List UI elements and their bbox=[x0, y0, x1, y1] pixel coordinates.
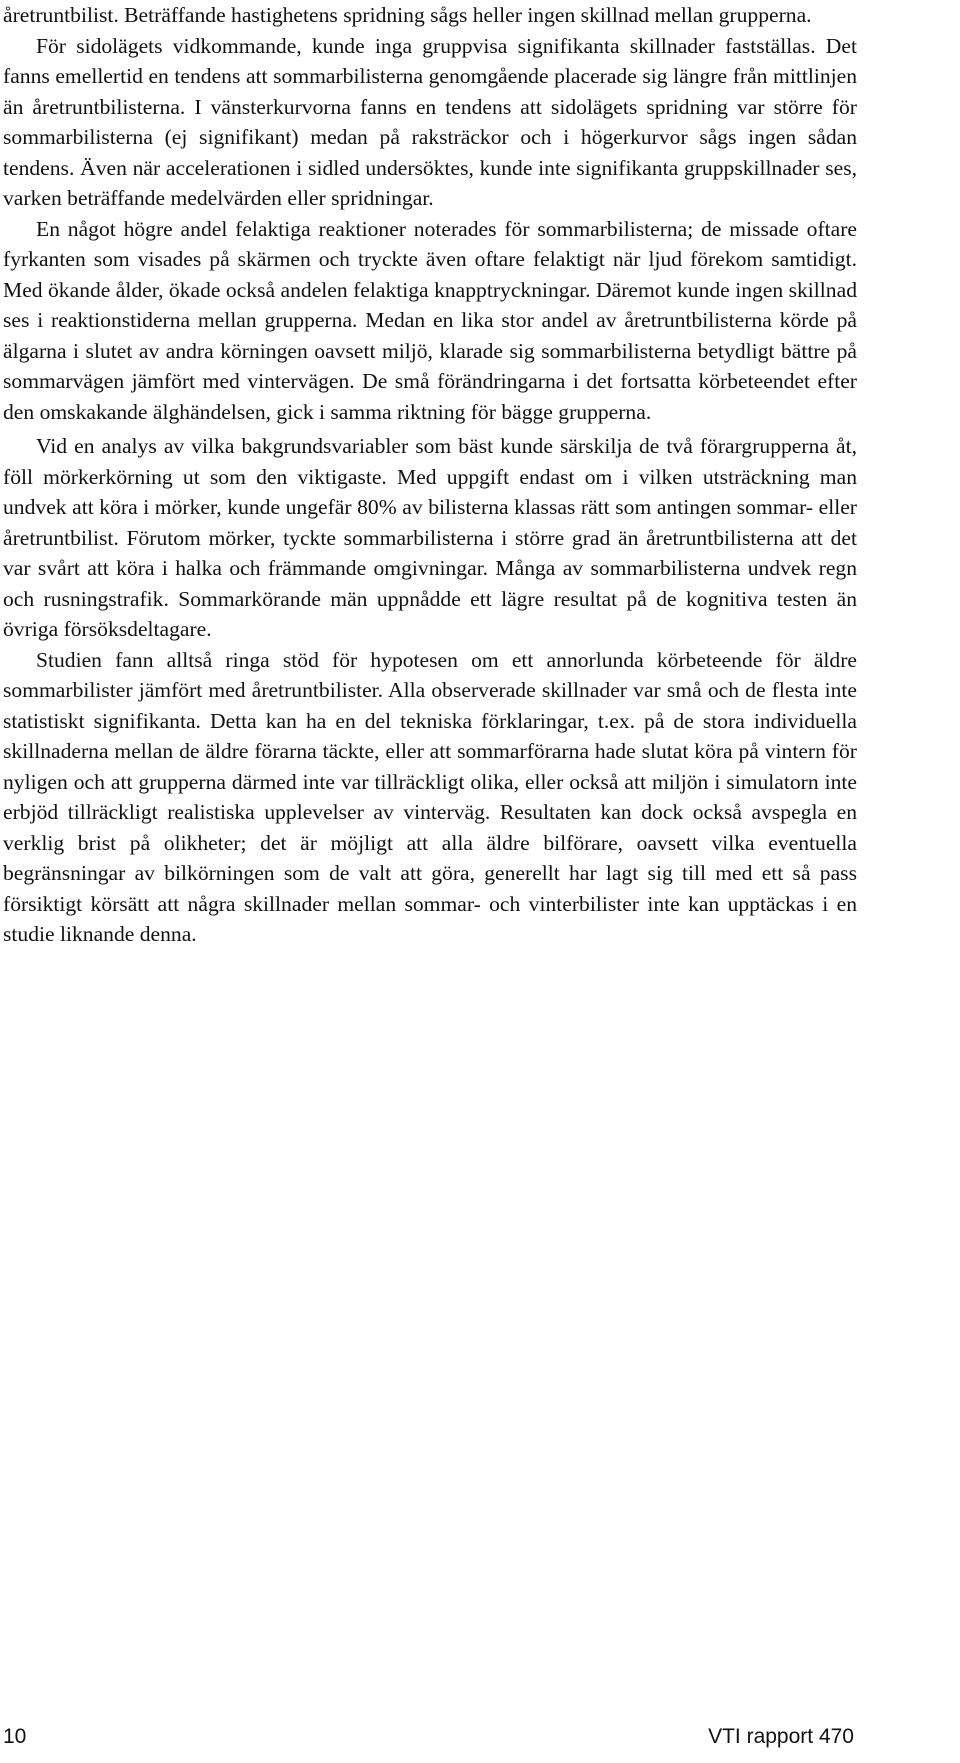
body-text bbox=[3, 0, 857, 950]
paragraph-5: Studien fann alltså ringa stöd för hypotesen om ett annorlunda körbeteende för äldre sommarbilister jämfört med åretruntbilister. Alla observerade skillnader var små och de flesta inte statistiskt signifikanta. Detta kan ha en del tekniska förklaringar, t.ex. på de stora individuella skillnaderna mellan de äldre förarna täckte, eller att sommarförarna hade slutat köra på vintern för nyligen och att grupperna därmed inte var tillräckligt olika, eller också att miljön i simulatorn inte erbjöd tillräckligt realistiska upplevelser av vinterväg. Resultaten kan dock också avspegla en verklig brist på olikheter; det är möjligt att alla äldre bilförare, oavsett vilka eventuella begränsningar av bilkörningen som de valt att göra, generellt har lagt sig till med ett så pass försiktigt körsätt att några skillnader mellan sommar- och vinterbilister inte kan upptäckas i en studie liknande denna. bbox=[3, 647, 857, 946]
report-identifier: VTI rapport 470 bbox=[708, 1725, 854, 1748]
page-footer bbox=[0, 1713, 960, 1753]
paragraph-2: För sidolägets vidkommande, kunde inga gruppvisa signifikanta skillnader fastställas. Det fanns emellertid en tendens att sommarbilisterna genomgående placerade sig längre från mittlinjen än åretruntbilisterna. I vänsterkurvorna fanns en tendens att sidolägets spridning var större för sommarbilisterna (ej signifikant) medan på raksträckor och i högerkurvor sågs ingen sådan tendens. Även när accelerationen i sidled undersöktes, kunde inte signifikanta gruppskillnader ses, varken beträffande medelvärden eller spridningar. bbox=[3, 33, 857, 210]
paragraph-1: åretruntbilist. Beträffande hastighetens spridning sågs heller ingen skillnad mellan grupperna. bbox=[3, 3, 812, 27]
page-number: 10 bbox=[3, 1725, 27, 1748]
paragraph-4: Vid en analys av vilka bakgrundsvariabler som bäst kunde särskilja de två förargrupperna åt, föll mörkerkörning ut som den viktigaste. Med uppgift endast om i vilken utsträckning man undvek att köra i mörker, kunde ungefär 80% av bilisterna klassas rätt som antingen sommar- eller åretruntbilist. Förutom mörker, tyckte sommarbilisterna i större grad än åretruntbilisterna att det var svårt att köra i halka och främmande omgivningar. Många av sommarbilisterna undvek regn och rusningstrafik. Sommarkörande män uppnådde ett lägre resultat på de kognitiva testen än övriga försöksdeltagare. bbox=[3, 434, 857, 641]
paragraph-3: En något högre andel felaktiga reaktioner noterades för sommarbilisterna; de missade oftare fyrkanten som visades på skärmen och tryckte även oftare felaktigt när ljud förekom samtidigt. Med ökande ålder, ökade också andelen felaktiga knapptryckningar. Däremot kunde ingen skillnad ses i reaktionstiderna mellan grupperna. Medan en lika stor andel av åretruntbilisterna körde på älgarna i slutet av andra körningen oavsett miljö, klarade sig sommarbilisterna betydligt bättre på sommarvägen jämfört med vintervägen. De små förändringarna i det fortsatta körbeteendet efter den omskakande älghändelsen, gick i samma riktning för bägge grupperna. bbox=[3, 216, 857, 424]
